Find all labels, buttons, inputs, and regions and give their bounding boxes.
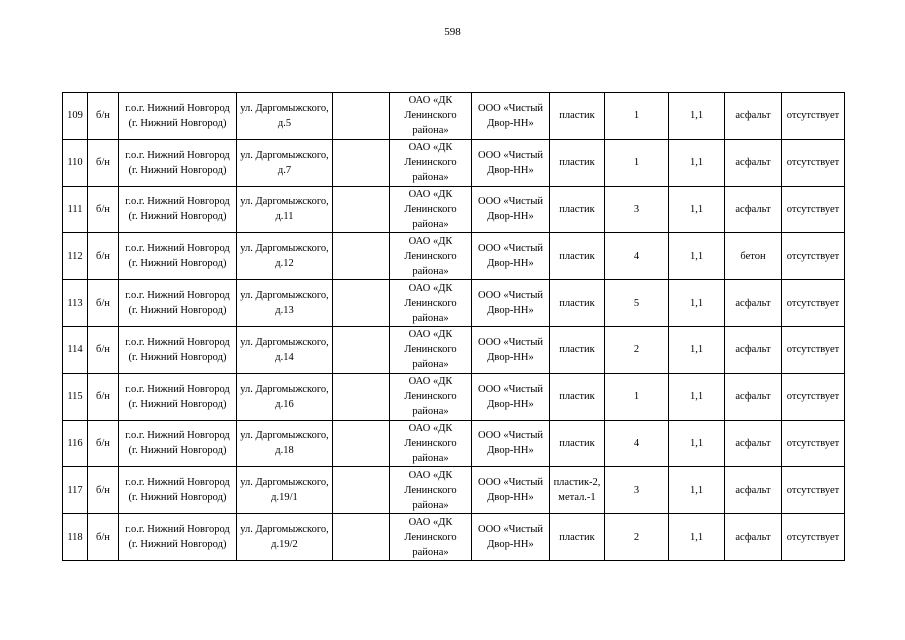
cell-num: 116: [63, 420, 88, 467]
cell-volume: 1,1: [669, 280, 725, 327]
cell-city: г.о.г. Нижний Новгород (г. Нижний Новгород): [119, 467, 237, 514]
cell-operator: ООО «Чистый Двор-НН»: [472, 93, 550, 140]
cell-fence: отсутствует: [782, 186, 845, 233]
cell-city: г.о.г. Нижний Новгород (г. Нижний Новгород): [119, 139, 237, 186]
cell-material: пластик-2, метал.-1: [550, 467, 605, 514]
cell-type: б/н: [88, 467, 119, 514]
cell-operator: ООО «Чистый Двор-НН»: [472, 233, 550, 280]
cell-count: 1: [605, 93, 669, 140]
cell-city: г.о.г. Нижний Новгород (г. Нижний Новгород): [119, 326, 237, 373]
cell-num: 112: [63, 233, 88, 280]
cell-type: б/н: [88, 233, 119, 280]
cell-count: 2: [605, 326, 669, 373]
cell-surface: асфальт: [725, 467, 782, 514]
cell-surface: асфальт: [725, 326, 782, 373]
cell-surface: асфальт: [725, 93, 782, 140]
cell-num: 117: [63, 467, 88, 514]
cell-blank: [333, 93, 390, 140]
cell-street: ул. Даргомыжского, д.13: [237, 280, 333, 327]
cell-blank: [333, 420, 390, 467]
cell-count: 4: [605, 233, 669, 280]
cell-operator: ООО «Чистый Двор-НН»: [472, 139, 550, 186]
cell-street: ул. Даргомыжского, д.19/1: [237, 467, 333, 514]
cell-material: пластик: [550, 514, 605, 561]
cell-blank: [333, 280, 390, 327]
cell-operator: ООО «Чистый Двор-НН»: [472, 467, 550, 514]
cell-operator: ООО «Чистый Двор-НН»: [472, 420, 550, 467]
cell-count: 2: [605, 514, 669, 561]
table-row: [63, 373, 845, 420]
cell-type: б/н: [88, 373, 119, 420]
cell-fence: отсутствует: [782, 139, 845, 186]
table-row: [63, 326, 845, 373]
cell-fence: отсутствует: [782, 280, 845, 327]
cell-street: ул. Даргомыжского, д.11: [237, 186, 333, 233]
cell-count: 4: [605, 420, 669, 467]
cell-material: пластик: [550, 280, 605, 327]
cell-operator: ООО «Чистый Двор-НН»: [472, 186, 550, 233]
cell-fence: отсутствует: [782, 467, 845, 514]
cell-fence: отсутствует: [782, 233, 845, 280]
page-number: 598: [444, 26, 461, 38]
table-row: [63, 233, 845, 280]
cell-surface: асфальт: [725, 514, 782, 561]
cell-type: б/н: [88, 280, 119, 327]
cell-owner: ОАО «ДК Ленинского района»: [390, 373, 472, 420]
cell-street: ул. Даргомыжского, д.14: [237, 326, 333, 373]
cell-surface: асфальт: [725, 373, 782, 420]
cell-blank: [333, 326, 390, 373]
cell-material: пластик: [550, 233, 605, 280]
cell-count: 3: [605, 186, 669, 233]
cell-num: 114: [63, 326, 88, 373]
cell-volume: 1,1: [669, 93, 725, 140]
cell-owner: ОАО «ДК Ленинского района»: [390, 326, 472, 373]
cell-count: 1: [605, 139, 669, 186]
cell-owner: ОАО «ДК Ленинского района»: [390, 420, 472, 467]
table-row: [63, 186, 845, 233]
cell-volume: 1,1: [669, 326, 725, 373]
cell-city: г.о.г. Нижний Новгород (г. Нижний Новгород): [119, 280, 237, 327]
cell-type: б/н: [88, 186, 119, 233]
cell-surface: асфальт: [725, 280, 782, 327]
table-row: [63, 514, 845, 561]
table-row: [63, 93, 845, 140]
cell-fence: отсутствует: [782, 93, 845, 140]
cell-type: б/н: [88, 139, 119, 186]
cell-num: 115: [63, 373, 88, 420]
cell-city: г.о.г. Нижний Новгород (г. Нижний Новгород): [119, 373, 237, 420]
cell-blank: [333, 139, 390, 186]
cell-owner: ОАО «ДК Ленинского района»: [390, 139, 472, 186]
cell-type: б/н: [88, 514, 119, 561]
cell-volume: 1,1: [669, 373, 725, 420]
cell-volume: 1,1: [669, 186, 725, 233]
cell-volume: 1,1: [669, 514, 725, 561]
cell-city: г.о.г. Нижний Новгород (г. Нижний Новгород): [119, 420, 237, 467]
cell-material: пластик: [550, 186, 605, 233]
cell-num: 109: [63, 93, 88, 140]
cell-street: ул. Даргомыжского, д.7: [237, 139, 333, 186]
cell-blank: [333, 186, 390, 233]
cell-city: г.о.г. Нижний Новгород (г. Нижний Новгород): [119, 514, 237, 561]
table-row: [63, 420, 845, 467]
cell-street: ул. Даргомыжского, д.12: [237, 233, 333, 280]
cell-owner: ОАО «ДК Ленинского района»: [390, 467, 472, 514]
cell-volume: 1,1: [669, 139, 725, 186]
cell-count: 3: [605, 467, 669, 514]
cell-street: ул. Даргомыжского, д.18: [237, 420, 333, 467]
cell-volume: 1,1: [669, 467, 725, 514]
cell-blank: [333, 373, 390, 420]
cell-material: пластик: [550, 373, 605, 420]
cell-owner: ОАО «ДК Ленинского района»: [390, 93, 472, 140]
cell-type: б/н: [88, 420, 119, 467]
cell-fence: отсутствует: [782, 514, 845, 561]
cell-surface: асфальт: [725, 420, 782, 467]
registry-table: [62, 92, 845, 561]
cell-material: пластик: [550, 93, 605, 140]
cell-material: пластик: [550, 326, 605, 373]
cell-owner: ОАО «ДК Ленинского района»: [390, 514, 472, 561]
cell-fence: отсутствует: [782, 420, 845, 467]
cell-num: 118: [63, 514, 88, 561]
cell-material: пластик: [550, 139, 605, 186]
cell-blank: [333, 514, 390, 561]
cell-count: 5: [605, 280, 669, 327]
cell-surface: асфальт: [725, 139, 782, 186]
cell-blank: [333, 233, 390, 280]
cell-city: г.о.г. Нижний Новгород (г. Нижний Новгород): [119, 186, 237, 233]
cell-street: ул. Даргомыжского, д.19/2: [237, 514, 333, 561]
cell-num: 111: [63, 186, 88, 233]
cell-num: 113: [63, 280, 88, 327]
cell-operator: ООО «Чистый Двор-НН»: [472, 514, 550, 561]
table-row: [63, 280, 845, 327]
cell-material: пластик: [550, 420, 605, 467]
cell-volume: 1,1: [669, 233, 725, 280]
cell-type: б/н: [88, 93, 119, 140]
cell-street: ул. Даргомыжского, д.5: [237, 93, 333, 140]
cell-owner: ОАО «ДК Ленинского района»: [390, 186, 472, 233]
cell-fence: отсутствует: [782, 373, 845, 420]
table-row: [63, 139, 845, 186]
table-row: [63, 467, 845, 514]
cell-surface: бетон: [725, 233, 782, 280]
cell-operator: ООО «Чистый Двор-НН»: [472, 373, 550, 420]
cell-fence: отсутствует: [782, 326, 845, 373]
cell-surface: асфальт: [725, 186, 782, 233]
cell-operator: ООО «Чистый Двор-НН»: [472, 326, 550, 373]
cell-operator: ООО «Чистый Двор-НН»: [472, 280, 550, 327]
cell-blank: [333, 467, 390, 514]
cell-owner: ОАО «ДК Ленинского района»: [390, 233, 472, 280]
cell-street: ул. Даргомыжского, д.16: [237, 373, 333, 420]
cell-type: б/н: [88, 326, 119, 373]
cell-owner: ОАО «ДК Ленинского района»: [390, 280, 472, 327]
cell-num: 110: [63, 139, 88, 186]
cell-city: г.о.г. Нижний Новгород (г. Нижний Новгород): [119, 93, 237, 140]
cell-count: 1: [605, 373, 669, 420]
cell-city: г.о.г. Нижний Новгород (г. Нижний Новгород): [119, 233, 237, 280]
cell-volume: 1,1: [669, 420, 725, 467]
